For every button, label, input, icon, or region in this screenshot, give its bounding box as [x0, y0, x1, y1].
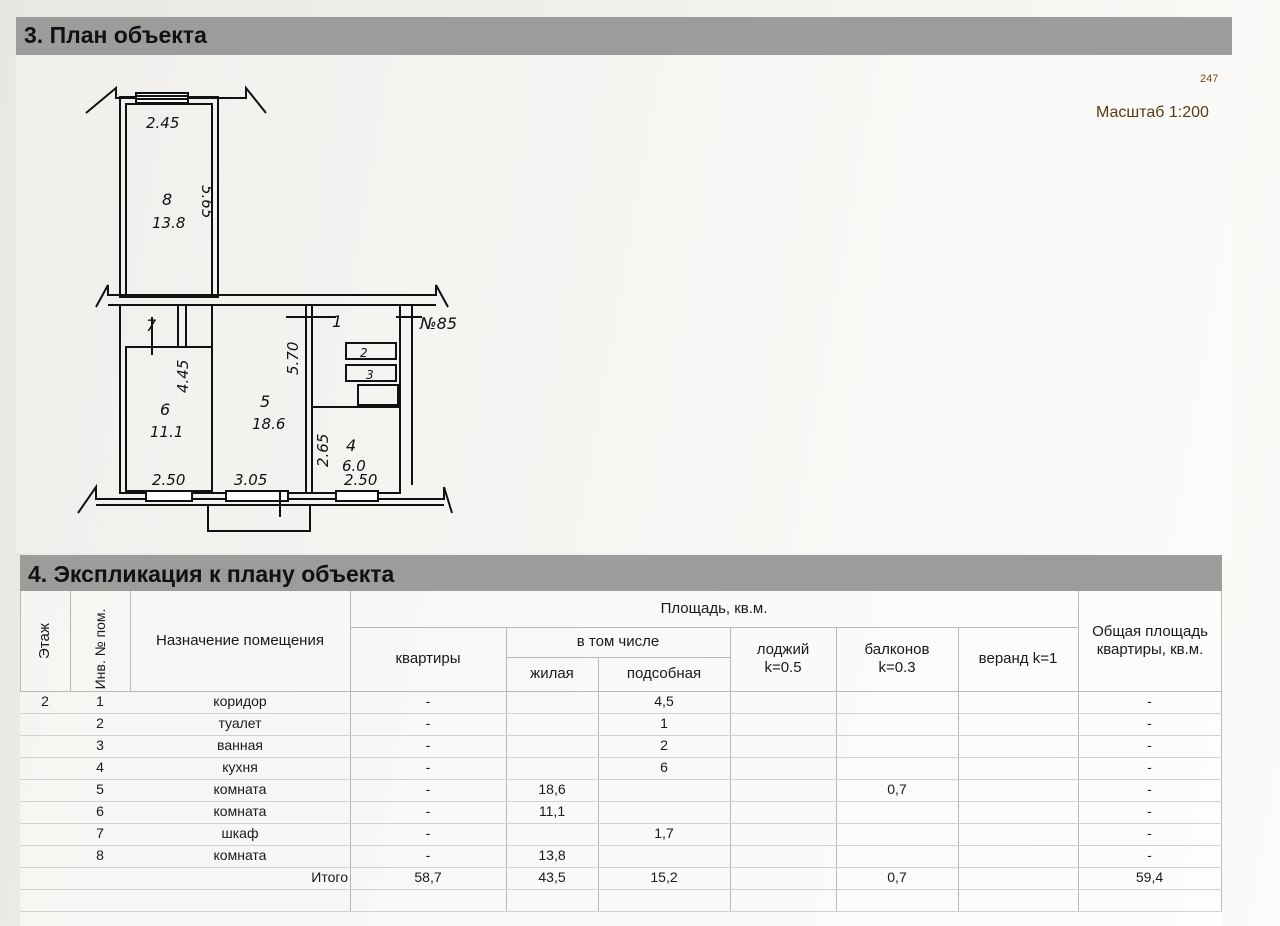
header-auxiliary: подсобная: [626, 665, 702, 682]
table-cell-name: ванная: [217, 737, 263, 753]
header-balcony: балконов k=0.3: [864, 641, 930, 676]
table-cell-living: 13,8: [538, 847, 566, 863]
page-number: 247: [1200, 73, 1219, 85]
room-6-number: 6: [160, 400, 171, 419]
table-cell-apt: -: [425, 825, 431, 841]
header-purpose: Назначение помещения: [156, 632, 324, 649]
dim-room4-length: 2.65: [314, 433, 332, 467]
table-cell-loggia: [730, 757, 836, 778]
table-cell-veranda: [958, 757, 1078, 778]
room-4-number: 4: [346, 436, 357, 455]
table-cell-living: [506, 713, 598, 734]
table-cell-living: 18,6: [538, 781, 566, 797]
header-apartment: квартиры: [395, 650, 461, 667]
table-cell-loggia: [730, 779, 836, 800]
table-cell-apt: -: [425, 759, 431, 775]
plan-walls: [78, 88, 452, 531]
table-cell-aux: 6: [660, 759, 668, 775]
dim-room5-length: 5.70: [284, 341, 302, 375]
header-inv-number: Инв. № пом.: [92, 608, 108, 690]
header-total-area: Общая площадь квартиры, кв.м.: [1092, 623, 1208, 658]
table-cell-veranda: [958, 845, 1078, 866]
table-cell-floor: [20, 779, 70, 800]
row-divider: [20, 889, 1222, 890]
table-cell-aux: 1: [660, 715, 668, 731]
totals-aux: 15,2: [650, 869, 678, 885]
dim-bottom-left: 2.50: [152, 471, 186, 489]
table-cell-name: кухня: [222, 759, 258, 775]
table-cell-num: 7: [96, 825, 104, 841]
table-cell-balcony: [836, 691, 958, 712]
table-cell-loggia: [730, 845, 836, 866]
room-8-number: 8: [162, 190, 173, 209]
table-cell-num: 8: [96, 847, 104, 863]
floor-plan-drawing: [16, 55, 1232, 553]
room-5-number: 5: [260, 392, 271, 411]
table-cell-balcony: [836, 845, 958, 866]
table-cell-name: комната: [213, 847, 267, 863]
table-cell-balcony: [836, 823, 958, 844]
row-divider: [20, 911, 1222, 912]
table-cell-living: [506, 823, 598, 844]
header-living: жилая: [530, 665, 574, 682]
table-cell-total: -: [1147, 737, 1152, 753]
table-cell-floor: [20, 713, 70, 734]
table-cell-name: комната: [213, 803, 267, 819]
header-loggia: лоджий k=0.5: [756, 641, 810, 676]
table-cell-veranda: [958, 735, 1078, 756]
dim-bottom-right: 2.50: [344, 471, 378, 489]
table-cell-floor: [20, 823, 70, 844]
dim-room6-length: 4.45: [174, 359, 192, 393]
table-cell-living: [506, 735, 598, 756]
totals-living: 43,5: [538, 869, 566, 885]
table-cell-aux: 2: [660, 737, 668, 753]
totals-apt: 58,7: [414, 869, 442, 885]
table-cell-apt: -: [425, 737, 431, 753]
table-cell-total: -: [1147, 803, 1152, 819]
explication-table: [20, 591, 1222, 926]
floor-plan-area: [16, 55, 1232, 553]
room-4-area: 6.0: [342, 457, 366, 475]
house-number: №85: [420, 314, 457, 333]
table-cell-total: -: [1147, 693, 1152, 709]
table-cell-aux: 4,5: [654, 693, 674, 709]
room-8-area: 13.8: [152, 214, 186, 232]
table-cell-living: 11,1: [538, 803, 566, 819]
table-cell-total: -: [1147, 847, 1152, 863]
table-cell-living: [506, 757, 598, 778]
table-cell-apt: -: [425, 781, 431, 797]
table-cell-name: туалет: [218, 715, 262, 731]
table-cell-balcony: [836, 713, 958, 734]
table-cell-veranda: [958, 823, 1078, 844]
table-cell-num: 4: [96, 759, 104, 775]
table-cell-loggia: [730, 823, 836, 844]
table-cell-balcony: [836, 801, 958, 822]
table-cell-num: 1: [96, 693, 104, 709]
table-cell-loggia: [730, 801, 836, 822]
table-cell-num: 6: [96, 803, 104, 819]
room-6-area: 11.1: [150, 423, 184, 441]
table-cell-num: 3: [96, 737, 104, 753]
table-cell-name: коридор: [213, 693, 267, 709]
table-cell-floor: [20, 845, 70, 866]
table-cell-total: -: [1147, 781, 1152, 797]
table-cell-aux: [598, 801, 730, 822]
plan-labels: [146, 114, 457, 489]
table-cell-total: -: [1147, 759, 1152, 775]
table-cell-aux: [598, 779, 730, 800]
totals-total: 59,4: [1135, 869, 1164, 885]
dim-bottom-mid: 3.05: [234, 471, 268, 489]
table-cell-loggia: [730, 691, 836, 712]
table-cell-apt: -: [425, 715, 431, 731]
table-cell-balcony: [836, 757, 958, 778]
table-cell-num: 2: [96, 715, 104, 731]
table-cell-aux: 1,7: [654, 825, 674, 841]
room-3-number: 3: [366, 368, 374, 382]
table-cell-loggia: [730, 713, 836, 734]
table-cell-total: -: [1147, 715, 1152, 731]
table-cell-floor: 2: [41, 693, 49, 709]
section-4-header: 4. Экспликация к плану объекта: [20, 555, 1222, 591]
header-floor: Этаж: [36, 623, 53, 659]
table-cell-floor: [20, 735, 70, 756]
header-veranda: веранд k=1: [978, 650, 1058, 667]
table-cell-name: комната: [213, 781, 267, 797]
table-cell-aux: [598, 845, 730, 866]
table-cell-total: -: [1147, 825, 1152, 841]
table-cell-veranda: [958, 801, 1078, 822]
table-cell-num: 5: [96, 781, 104, 797]
table-cell-balcony: 0,7: [887, 781, 907, 797]
plan-scale: Масштаб 1:200: [1096, 104, 1209, 121]
room-5-area: 18.6: [252, 415, 286, 433]
header-area: Площадь, кв.м.: [660, 600, 768, 617]
table-cell-loggia: [730, 735, 836, 756]
table-cell-floor: [20, 801, 70, 822]
table-cell-balcony: [836, 735, 958, 756]
table-cell-apt: -: [425, 693, 431, 709]
table-cell-veranda: [958, 691, 1078, 712]
dim-room8-length: 5.65: [198, 185, 216, 219]
table-cell-veranda: [958, 779, 1078, 800]
header-including: в том числе: [576, 633, 660, 650]
table-cell-apt: -: [425, 803, 431, 819]
table-cell-apt: -: [425, 847, 431, 863]
table-cell-living: [506, 691, 598, 712]
table-cell-floor: [20, 757, 70, 778]
room-1-number: 1: [332, 312, 343, 331]
totals-label: Итого: [311, 869, 348, 885]
room-2-number: 2: [360, 346, 368, 360]
table-cell-veranda: [958, 713, 1078, 734]
section-3-header: 3. План объекта: [16, 17, 1232, 55]
dim-top-width: 2.45: [146, 114, 180, 132]
room-7-number: 7: [146, 316, 157, 335]
totals-balcony: 0,7: [887, 869, 907, 885]
table-cell-name: шкаф: [221, 825, 259, 841]
